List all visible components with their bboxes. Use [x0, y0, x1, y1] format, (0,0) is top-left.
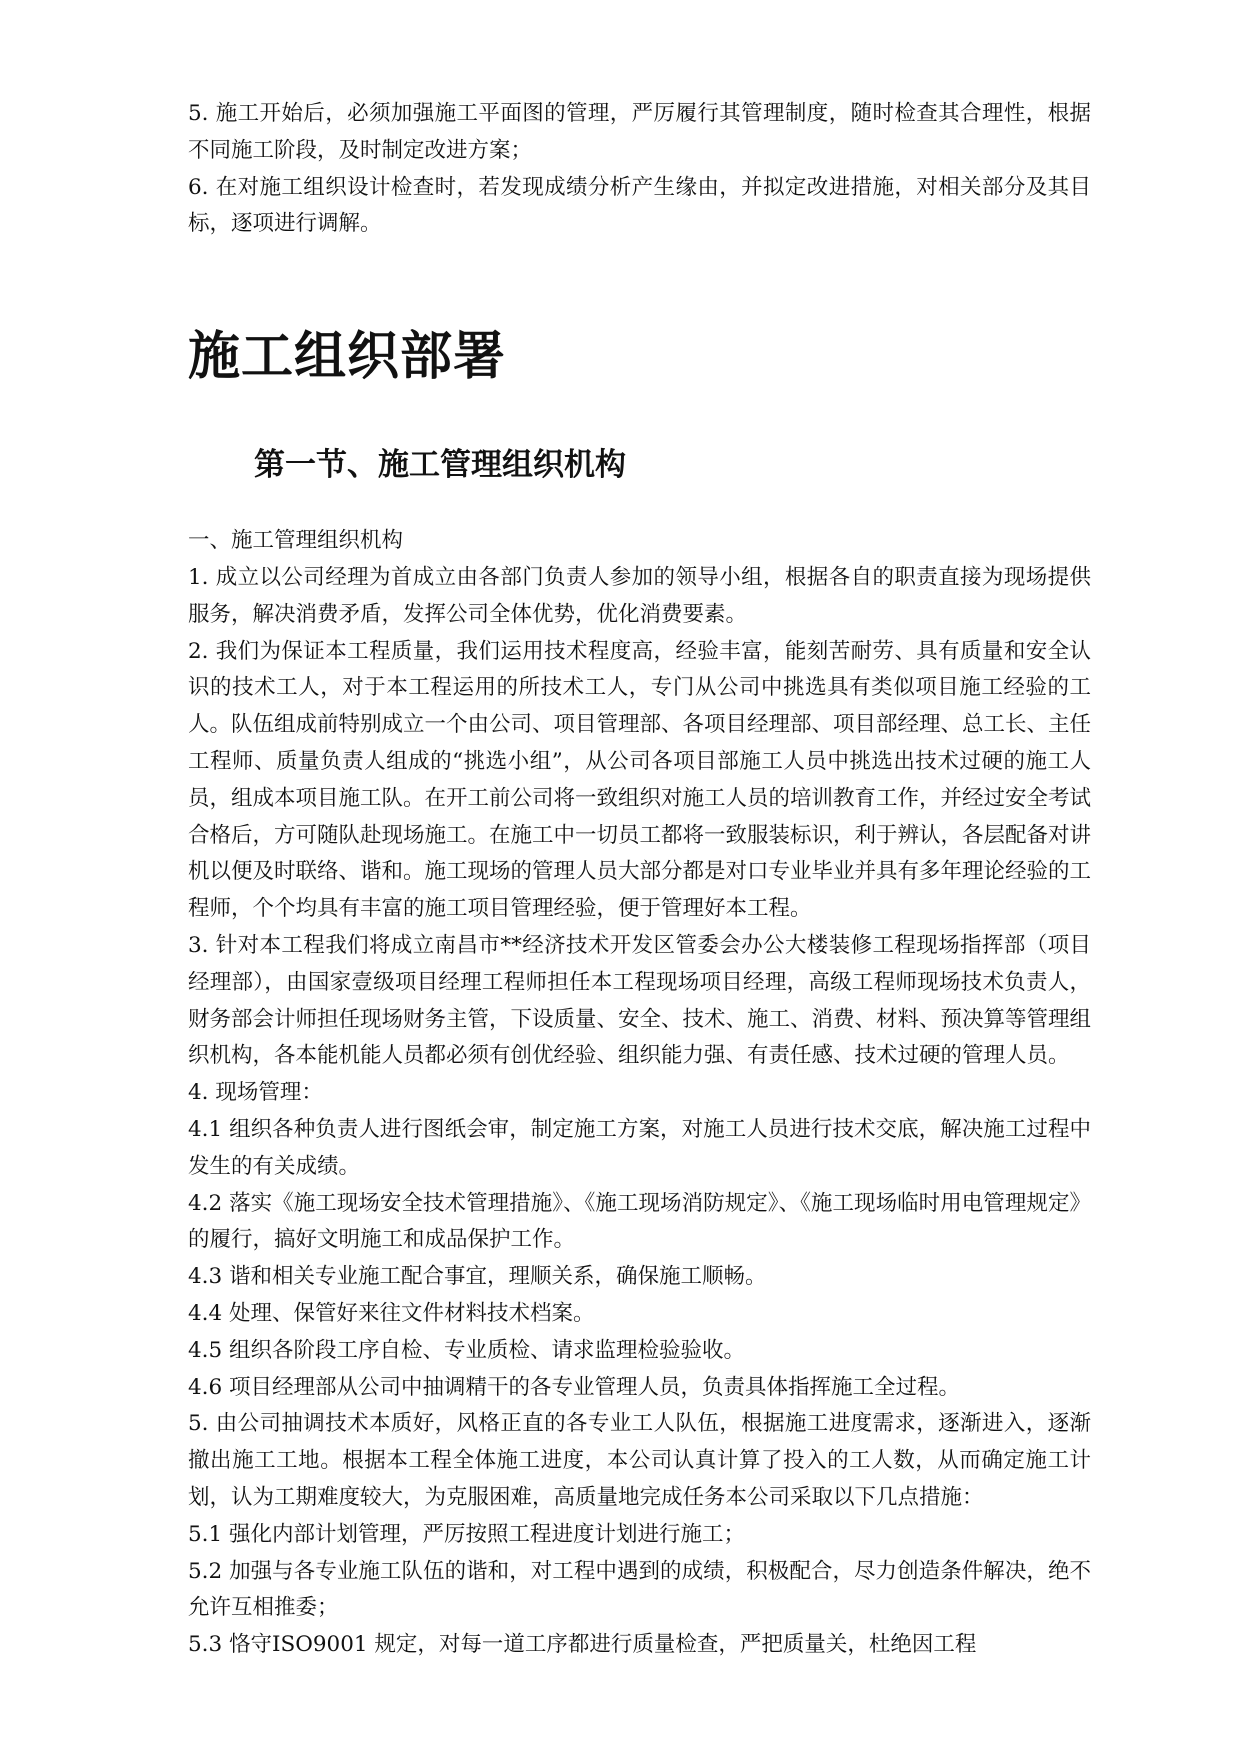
section-heading: 第一节、施工管理组织机构 — [254, 447, 626, 484]
paragraph-1: 1. 成立以公司经理为首成立由各部门负责人参加的领导小组，根据各自的职责直接为现场提供服务，解决消费矛盾，发挥公司全体优势，优化消费要素。 — [188, 564, 1091, 627]
paragraph-5-3: 5.3 恪守ISO9001 规定，对每一道工序都进行质量检查，严把质量关，杜绝因工程 — [188, 1632, 977, 1658]
paragraph-5-2: 5.2 加强与各专业施工队伍的谐和，对工程中遇到的成绩，积极配合，尽力创造条件解决，绝不允许互相推委； — [188, 1558, 1091, 1621]
paragraph-5-1: 5.1 强化内部计划管理，严厉按照工程进度计划进行施工； — [188, 1521, 746, 1547]
paragraph-4-3: 4.3 谐和相关专业施工配合事宜，理顺关系，确保施工顺畅。 — [188, 1264, 767, 1290]
paragraph-2: 2. 我们为保证本工程质量，我们运用技术程度高，经验丰富，能刻苦耐劳、具有质量和安全认识的技术工人，对于本工程运用的所技术工人，专门从公司中挑选具有类似项目施工经验的工人。队伍组成前特别成立一个由公司、项目管理部、各项目经理部、项目部经理、总工长、主任工程师、质量负责人组成的“挑选小组”，从公司各项目部施工人员中挑选出技术过硬的施工人员，组成本项目施工队。在开工前公司将一致组织对施工人员的培训教育工作，并经过安全考试合格后，方可随队赴现场施工。在施工中一切员工都将一致服装标识，利于辨认，各层配备对讲机以便及时联络、谐和。施工现场的管理人员大部分都是对口专业毕业并具有多年理论经验的工程师，个个均具有丰富的施工项目管理经验，便于管理好本工程。 — [188, 638, 1092, 922]
intro-block — [188, 96, 1091, 243]
section-body — [188, 523, 1091, 1664]
paragraph-5: 5. 由公司抽调技术本质好，风格正直的各专业工人队伍，根据施工进度需求，逐渐进入，逐渐撤出施工工地。根据本工程全体施工进度，本公司认真计算了投入的工人数，从而确定施工计划，认为工期难度较大，为克服困难，高质量地完成任务本公司采取以下几点措施： — [188, 1411, 1091, 1510]
subsection-heading: 一、施工管理组织机构 — [188, 528, 404, 554]
paragraph-4-4: 4.4 处理、保管好来往文件材料技术档案。 — [188, 1300, 595, 1326]
paragraph-3: 3. 针对本工程我们将成立南昌市**经济技术开发区管委会办公大楼装修工程现场指挥部（项目经理部），由国家壹级项目经理工程师担任本工程现场项目经理，高级工程师现场技术负责人，财务部会计师担任现场财务主管，下设质量、安全、技术、施工、消费、材料、预决算等管理组织机构，各本能机能人员都必须有创优经验、组织能力强、有责任感、技术过硬的管理人员。 — [188, 932, 1092, 1069]
paragraph-4-2: 4.2 落实《施工现场安全技术管理措施》、《施工现场消防规定》、《施工现场临时用电管理规定》的履行，搞好文明施工和成品保护工作。 — [188, 1190, 1091, 1253]
paragraph-4: 4. 现场管理： — [188, 1080, 323, 1106]
intro-item-5: 5. 施工开始后，必须加强施工平面图的管理，严厉履行其管理制度，随时检查其合理性，根据不同施工阶段，及时制定改进方案； — [188, 101, 1091, 163]
intro-item-6: 6. 在对施工组织设计检查时，若发现成绩分析产生缘由，并拟定改进措施，对相关部分及其目标，逐项进行调解。 — [188, 174, 1091, 237]
paragraph-4-1: 4.1 组织各种负责人进行图纸会审，制定施工方案，对施工人员进行技术交底，解决施工过程中发生的有关成绩。 — [188, 1116, 1091, 1179]
paragraph-4-6: 4.6 项目经理部从公司中抽调精干的各专业管理人员，负责具体指挥施工全过程。 — [188, 1374, 961, 1400]
paragraph-4-5: 4.5 组织各阶段工序自检、专业质检、请求监理检验验收。 — [188, 1337, 746, 1363]
document-title: 施工组织部署 — [188, 327, 507, 388]
